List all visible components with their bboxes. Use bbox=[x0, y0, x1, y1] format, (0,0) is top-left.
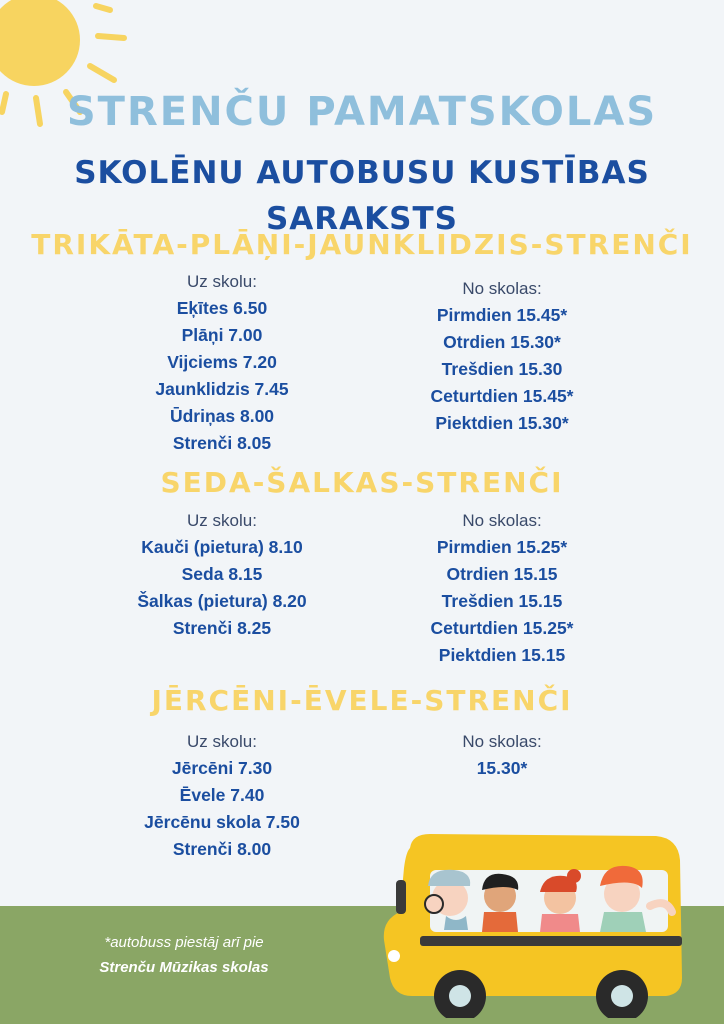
route-title: TRIKĀTA-PLĀŅI-JAUNKLIDZIS-STRENČI bbox=[31, 228, 693, 261]
stop-item: Ūdriņas 8.00 bbox=[169, 406, 275, 426]
footnote-line1: *autobuss piestāj arī pie bbox=[104, 934, 264, 951]
departure-item: Otrdien 15.15 bbox=[446, 564, 558, 584]
stop-item: Jaunklidzis 7.45 bbox=[155, 379, 289, 399]
stop-item: Eķītes 6.50 bbox=[176, 298, 268, 318]
stop-item: Kauči (pietura) 8.10 bbox=[141, 537, 303, 557]
departure-item: Piektdien 15.15 bbox=[438, 645, 566, 665]
departure-item: Otrdien 15.30* bbox=[443, 332, 561, 352]
departure-item: Ceturtdien 15.25* bbox=[430, 618, 574, 638]
school-title: STRENČU PAMATSKOLAS bbox=[66, 89, 658, 135]
stop-item: Seda 8.15 bbox=[181, 564, 263, 584]
to-school-label: Uz skolu: bbox=[187, 732, 257, 751]
from-school-column bbox=[392, 507, 612, 669]
school-bus-icon bbox=[360, 828, 700, 1018]
footnote bbox=[64, 930, 304, 980]
departure-item: Piektdien 15.30* bbox=[435, 413, 569, 433]
departure-item: Trešdien 15.15 bbox=[441, 591, 563, 611]
from-school-label: No skolas: bbox=[462, 279, 542, 298]
route-title: JĒRCĒNI-ĒVELE-STRENČI bbox=[151, 684, 573, 717]
from-school-column bbox=[392, 275, 612, 437]
stop-item: Strenči 8.05 bbox=[172, 433, 272, 453]
schedule-title: SKOLĒNU AUTOBUSU KUSTĪBAS SARAKSTS bbox=[74, 155, 650, 237]
departure-item: Pirmdien 15.45* bbox=[436, 305, 568, 325]
from-school-column bbox=[392, 728, 612, 782]
stop-item: Vijciems 7.20 bbox=[167, 352, 277, 372]
stop-item: Jērcēni 7.30 bbox=[171, 758, 273, 778]
stop-item: Ēvele 7.40 bbox=[179, 785, 265, 805]
footnote-line2: Strenču Mūzikas skolas bbox=[99, 959, 269, 976]
from-school-label: No skolas: bbox=[462, 511, 542, 530]
stop-item: Plāņi 7.00 bbox=[181, 325, 263, 345]
to-school-label: Uz skolu: bbox=[187, 511, 257, 530]
departure-item: Pirmdien 15.25* bbox=[436, 537, 568, 557]
departure-item: Ceturtdien 15.45* bbox=[430, 386, 574, 406]
to-school-column bbox=[112, 507, 332, 642]
to-school-column bbox=[112, 728, 332, 863]
to-school-label: Uz skolu: bbox=[187, 272, 257, 291]
departure-item: 15.30* bbox=[476, 758, 528, 778]
stop-item: Strenči 8.25 bbox=[172, 618, 272, 638]
stop-item: Strenči 8.00 bbox=[172, 839, 272, 859]
to-school-column bbox=[112, 268, 332, 457]
departure-item: Trešdien 15.30 bbox=[441, 359, 563, 379]
stop-item: Šalkas (pietura) 8.20 bbox=[137, 591, 307, 611]
from-school-label: No skolas: bbox=[462, 732, 542, 751]
route-title: SEDA-ŠALKAS-STRENČI bbox=[160, 466, 564, 499]
stop-item: Jērcēnu skola 7.50 bbox=[144, 812, 300, 832]
